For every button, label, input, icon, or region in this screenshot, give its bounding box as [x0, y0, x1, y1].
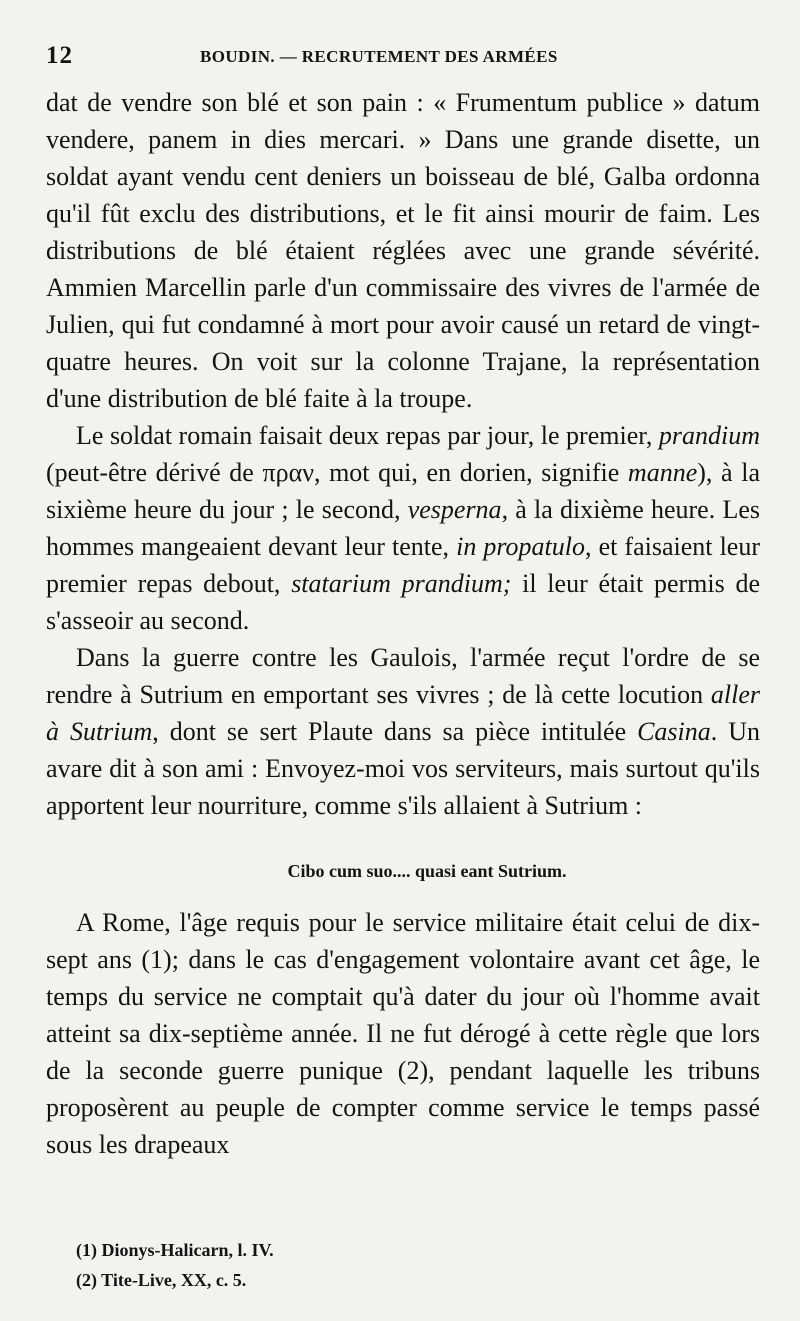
italic-term: prandium [658, 421, 760, 450]
running-head [46, 38, 760, 80]
italic-term: Casina [637, 717, 711, 746]
italic-term: in propatulo [456, 532, 585, 561]
text-run: il leur était permis de s'asseoir au second. [46, 569, 760, 635]
text-run: A Rome, l'âge requis pour le service militaire était celui de dix-sept ans (1); dans le cas d'engagement volontaire avant cet âge, le temps du service ne comptait qu'à dater du jour où l'homme avait atteint sa dix-septième année. Il ne fut dérogé à cette règle que lors de la seconde guerre punique (2), pendant laquelle les tribuns proposèrent au peuple de compter comme service le temps passé sous les drapeaux [46, 908, 760, 1159]
italic-term: statarium prandium; [291, 569, 512, 598]
text-run: , à la dixième heure. Les hommes mangeaient devant leur tente, [46, 495, 760, 561]
body-text [46, 84, 760, 1163]
text-run: , et faisaient leur premier repas debout, [46, 532, 760, 598]
text-run: . Un avare dit à son ami : Envoyez-moi vos serviteurs, mais surtout qu'ils apportent leur nourriture, comme s'ils allaient à Sutrium : [46, 717, 761, 820]
text-run: dat de vendre son blé et son pain : « Frumentum publice » datum vendere, panem in dies mercari. » Dans une grande disette, un soldat ayant vendu cent deniers un boisseau de blé, Galba ordonna qu'il fût exclu des distributions, et le fit ainsi mourir de faim. Les distributions de blé étaient réglées avec une grande sévérité. Ammien Marcellin parle d'un commissaire des vivres de l'armée de Julien, qui fut condamné à mort pour avoir causé un retard de vingt-quatre heures. On voit sur la colonne Trajane, la représentation d'une distribution de blé faite à la troupe. [46, 88, 760, 413]
italic-term: manne [627, 458, 698, 487]
footnote-1: (1) Dionys-Halicarn, l. IV. [76, 1240, 274, 1260]
text-run: (peut-être dérivé de πραν, mot qui, en dorien, signifie [46, 458, 628, 487]
running-title: BOUDIN. — RECRUTEMENT DES ARMÉES [200, 47, 558, 66]
footnotes [76, 1235, 274, 1295]
latin-quote: Cibo cum suo.... quasi eant Sutrium. [287, 861, 567, 881]
paragraph-p2 [46, 417, 760, 639]
paragraph-p3 [46, 639, 760, 824]
text-run: , dont se sert Plaute dans sa pièce intitulée [152, 717, 638, 746]
italic-term: vesperna [407, 495, 502, 524]
paragraph-p1 [46, 84, 760, 417]
text-run: Dans la guerre contre les Gaulois, l'armée reçut l'ordre de se rendre à Sutrium en emportant ses vivres ; de là cette locution [46, 643, 760, 709]
italic-term: aller à Sutrium [46, 680, 760, 746]
paragraph-p4 [46, 904, 760, 1163]
text-run: ), à la sixième heure du jour ; le second, [46, 458, 760, 524]
paragraphs-before-quote [46, 84, 760, 824]
footnote-2: (2) Tite-Live, XX, c. 5. [76, 1270, 247, 1290]
text-run: Le soldat romain faisait deux repas par jour, le premier, [76, 421, 659, 450]
paragraphs-after-quote [46, 904, 760, 1163]
page-number: 12 [46, 42, 73, 69]
